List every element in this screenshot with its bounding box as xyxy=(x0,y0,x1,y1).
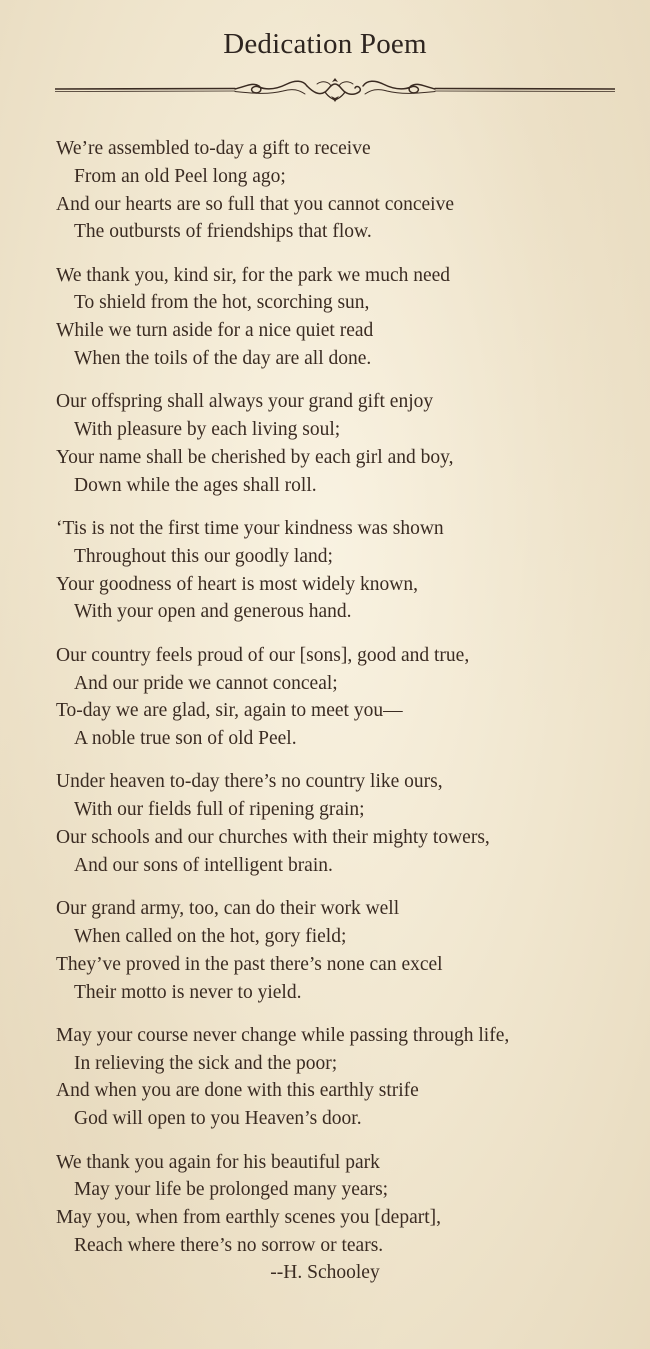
poem-line: May your life be prolonged many years; xyxy=(74,1179,389,1201)
poem-line: They’ve proved in the past there’s none can excel xyxy=(56,953,443,975)
poem-line: May your course never change while passing through life, xyxy=(56,1024,510,1046)
poem-line: From an old Peel long ago; xyxy=(74,165,286,187)
poem-line: With pleasure by each living soul; xyxy=(74,419,341,441)
poem-line: We’re assembled to-day a gift to receive xyxy=(56,138,371,159)
poem-line: While we turn aside for a nice quiet read xyxy=(56,320,374,342)
poem-line: ‘Tis is not the first time your kindness was shown xyxy=(56,518,444,540)
poem-line: Under heaven to-day there’s no country like ours, xyxy=(56,771,443,793)
poem-line: And our sons of intelligent brain. xyxy=(74,854,333,876)
poem-line: To-day we are glad, sir, again to meet you— xyxy=(56,700,403,722)
poem-line: Down while the ages shall roll. xyxy=(74,474,317,496)
stanza-2 xyxy=(56,262,636,373)
stanza-5 xyxy=(56,642,636,753)
poem-line: Reach where there’s no sorrow or tears. xyxy=(74,1234,384,1256)
stanza-1 xyxy=(56,135,636,246)
poem-line: Your goodness of heart is most widely known, xyxy=(56,573,419,595)
poem-line: To shield from the hot, scorching sun, xyxy=(74,292,370,314)
poem-line: May you, when from earthly scenes you [depart], xyxy=(56,1207,442,1229)
poem-line: With your open and generous hand. xyxy=(74,601,352,623)
poem-line: And our hearts are so full that you cannot conceive xyxy=(56,193,454,215)
poem-line: A noble true son of old Peel. xyxy=(74,728,297,750)
poem-line: Throughout this our goodly land; xyxy=(74,545,333,567)
poem-line: And when you are done with this earthly strife xyxy=(56,1080,419,1102)
poem-line: Their motto is never to yield. xyxy=(74,981,302,1003)
poem-line: The outbursts of friendships that flow. xyxy=(74,221,372,243)
poem-line: And our pride we cannot conceal; xyxy=(74,672,338,694)
poem-line: Our schools and our churches with their mighty towers, xyxy=(56,827,490,849)
poem-line: When the toils of the day are all done. xyxy=(74,348,372,370)
poem-line: We thank you again for his beautiful park xyxy=(56,1151,380,1173)
poem-line: With our fields full of ripening grain; xyxy=(74,799,365,821)
author-signature: --H. Schooley xyxy=(270,1262,380,1283)
stanza-6 xyxy=(56,768,636,879)
poem-line: Our country feels proud of our [sons], good and true, xyxy=(56,644,470,666)
stanza-9 xyxy=(56,1149,636,1260)
stanza-8 xyxy=(56,1022,636,1133)
page-title: Dedication Poem xyxy=(223,28,427,60)
poem-line: When called on the hot, gory field; xyxy=(74,925,347,947)
stanza-7 xyxy=(56,895,636,1006)
poem-line: Our grand army, too, can do their work well xyxy=(56,898,400,920)
poem-body xyxy=(56,135,636,1275)
stanza-4 xyxy=(56,515,636,626)
ornamental-divider xyxy=(55,76,615,106)
stanza-3 xyxy=(56,388,636,499)
poem-line: Your name shall be cherished by each girl and boy, xyxy=(56,446,454,468)
poem-line: God will open to you Heaven’s door. xyxy=(74,1108,362,1130)
poem-line: In relieving the sick and the poor; xyxy=(74,1052,338,1074)
poem-line: We thank you, kind sir, for the park we much need xyxy=(56,264,451,286)
poem-line: Our offspring shall always your grand gift enjoy xyxy=(56,391,434,413)
